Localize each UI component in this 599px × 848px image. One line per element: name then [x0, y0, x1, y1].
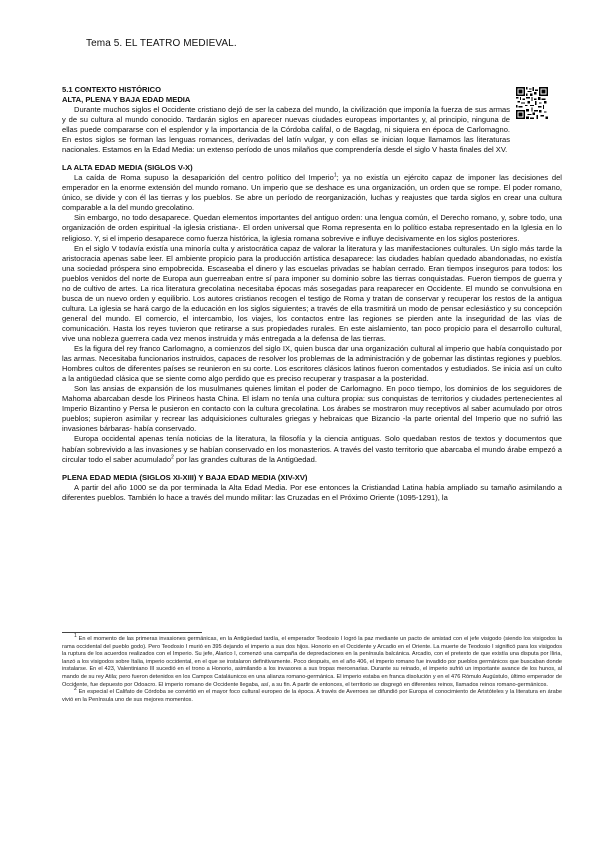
plena-baja-edad-media-heading: PLENA EDAD MEDIA (SIGLOS XI-XIII) Y BAJA EDAD MEDIA (XIV-XV) — [62, 472, 308, 482]
alta-paragraph-6: Europa occidental apenas tenía noticias de la literatura, la filosofía y la ciencia antiguas. Solo quedaban restos de textos y documentos que habían sobrevivido a las invasiones y se habían conservado en los monasterios. A través del vasto territorio que abarcaba el mundo árabe empezó a circular todo el saber acumulado$^2$ por las grandes culturas de la Antigüedad. — [62, 434, 562, 464]
main-content — [62, 85, 562, 503]
alta-edad-media-heading: LA ALTA EDAD MEDIA (SIGLOS V-X) — [62, 163, 193, 173]
footnote-ref-2[interactable]: 2 — [171, 454, 174, 461]
footnote-2: $^2$ En especial el Califato de Córdoba se convirtió en el mayor foco cultural europeo de la época. A través de Averroes se difundió por Europa el conocimiento de Aristóteles y la literatura en árabe vivió en la Península uno de sus mejores momentos. — [62, 686, 562, 703]
footnote-1: $^1$ En el momento de las primeras invasiones germánicas, en la Antigüedad tardía, el emperador Teodosio I logró la paz mediante un pacto de amistad con el jefe visigodo (siendo los visigodos la rama occidental del pueblo godo). Pero Teodosio I murió en 395 dejando el imperio a sus dos hijos. Honorio en el Occidente y Arcadio en el Oriente. La muerte de Teodosio I significó para los visigodos la ruptura de los acuerdos realizados con el Imperio. Su jefe, Alarico I, comenzó una campaña de depredaciones en la península balcánica. Arcadio, con el pretexto de que existía una disputa por Iliria, lanzó a los visigodos sobre Italia, imperio occidental, en el que se instalaron definitivamente. Poco después, en el año 406, el imperio romano fue invadido por pueblos germánicos que buscaban donde instalarse. En el 423, Valentiniano III sucedió en el trono a Honorio, asimilando a los invasores a sus tropas mercenarias. Durante su reinado, el imperio sufrió un importante avance de los hunos, al mando de su rey Atila; pero fueron detenidos en los Campos Cataláunicos en una alianza romano-germánica. El imperio estaba en franca disolución y en el 476 Rómulo Augústulo, último emperador de Occidente, fue depuesto por Odoacro. El imperio romano de Occidente llegaba, así, a su fin. A partir de entonces, el territorio se disgregó en diferentes reinos, llamados reinos romano-germánicos. — [62, 633, 562, 688]
alta-paragraph-5: Son las ansias de expansión de los musulmanes quienes limitan el poder de Carlomagno. En poco tiempo, los dominios de los seguidores de Mahoma abarcaban desde los Pirineos hasta China. El islam no tenía una cultura propia: sus conquistas de territorios y ciudades pertenecientes al Imperio Bizantino y Persa le pusieron en contacto con la cultura grecolatina. Los árabes se mostraron muy receptivos al saber acumulado por otros pueblos; supieron asimilar y recrear las adquisiciones culturales griegas y hebraicas que Bizancio -la parte oriental del Imperio que no sufrió las invasiones bárbaras- había conservado. — [62, 384, 562, 434]
plena-paragraph-1: A partir del año 1000 se da por terminada la Alta Edad Media. Por ese entonces la Cristiandad Latina había ampliado su tamaño asimilando a diferentes pueblos. También lo hace a través del mundo militar: las Cruzadas en el Próximo Oriente (1095-1291), la — [62, 482, 562, 502]
intro-paragraph: Durante muchos siglos el Occidente cristiano dejó de ser la cabeza del mundo, la civilización que imponía la fuerza de sus armas y de su cultura al mundo conocido. Tardarán siglos en aparecer nuevas ciudades europeas importantes y, al principio, ninguna de ellas puede compararse con el esplendor y la importancia de la Córdoba califal, o de Bagdag, ni siquiera en época de Carlomagno. En estos siglos se forman las lenguas romances, derivadas del latín vulgar, y con ellas se inician loque llamamos las literaturas nacionales. Estamos en la Edad Media: un extenso período de unos milaños que comprendería desde el siglo V hasta finales del XV. — [62, 105, 510, 155]
alta-paragraph-3: En el siglo V todavía existía una minoría culta y aristocrática capaz de valorar la literatura y las manifestaciones culturales. Un siglo más tarde la aristocracia apenas sabe leer. El ambiente propicio para la producción artística desaparece: las ciudades habían quedado abandonadas, no existía una sociedad próspera sino empobrecida. Escaseaba el dinero y las escuelas privadas se habían cerrado. Eran tiempos inseguros para todos: los pueblos venidos del norte de Europa aun guerreaban entre sí para imponer su dominio sobre las tierras conquistadas. Fueron tiempos de guerra y no de cultivo de artes. La rica literatura grecolatina necesitaba épocas más sosegadas para reaparecer en Occidente. El mundo se convulsiona en busca de un nuevo orden y equilibrio. Los autores cristianos recogen el testigo de Roma y tratan de conservar y recuperar los restos de la antigua cultura. La iglesia se hará cargo de la educación en los siglos siguientes; a través de ella trasmitirá un modo de pensar eclesiástico y su concepción general del mundo. El comercio, el intercambio, los viajes, los contactos entre las regiones se pierden ante la inseguridad de las vías de comunicación. Hasta los reyes tuvieron que retirarse a sus propiedades rurales. En este aislamiento, tan poco propicio para el desarrollo cultural, vive una nobleza guerrera cada vez menos instruida y más entregada a la defensa de las tierras. — [62, 243, 562, 343]
footnote-divider — [62, 632, 202, 633]
alta-paragraph-4: Es la figura del rey franco Carlomagno, a comienzos del siglo IX, quien busca dar una organización cultural al imperio que había conquistado por las armas. Necesitaba funcionarios instruidos, capaces de resolver los problemas de la administración y de gobernar las distintas regiones y pueblos. Hombres cultos de diferentes países se reunieron en su corte. Los escritores clásicos latinos fueron comentados y estudiados. Se inicia así un culto a la antigüedad clásica que se siente como algo perdido que es preciso recuperar y traspasar a la posteridad. — [62, 344, 562, 384]
footnotes — [62, 633, 562, 704]
alta-paragraph-2: Sin embargo, no todo desaparece. Quedan elementos importantes del antiguo orden: una lengua común, el Derecho romano, y, sobre todo, una organización de orden espiritual -la iglesia cristiana-. El orden universal que Roma representa en lo político estaba representado en la Iglesia en lo religioso. Y, si el imperio desaparece como fuerza histórica, la iglesia romana sobrevive e influye decisivamente en los siglos posteriores. — [62, 213, 562, 243]
footnote-ref-1[interactable]: 1 — [333, 172, 337, 179]
document-header-title: Tema 5. EL TEATRO MEDIEVAL. — [86, 38, 237, 49]
section-title: 5.1 CONTEXTO HISTÓRICO — [62, 85, 162, 94]
subsection-title: ALTA, PLENA Y BAJA EDAD MEDIA — [62, 95, 191, 104]
alta-paragraph-1: La caída de Roma supuso la desaparición del centro político del Imperio$^1$; ya no existía un ejército capaz de imponer las decisiones del emperador en la enorme extensión del mundo romano. Un imperio que se deshace es una organización, un orden que se rompe. El poder romano, único, se divide y con él las tierras y los pueblos. Se abre un período de reorganización, luchas y reajustes que tarda siglos en crear una cultura comparable a la del mundo grecolatino. — [62, 172, 562, 213]
